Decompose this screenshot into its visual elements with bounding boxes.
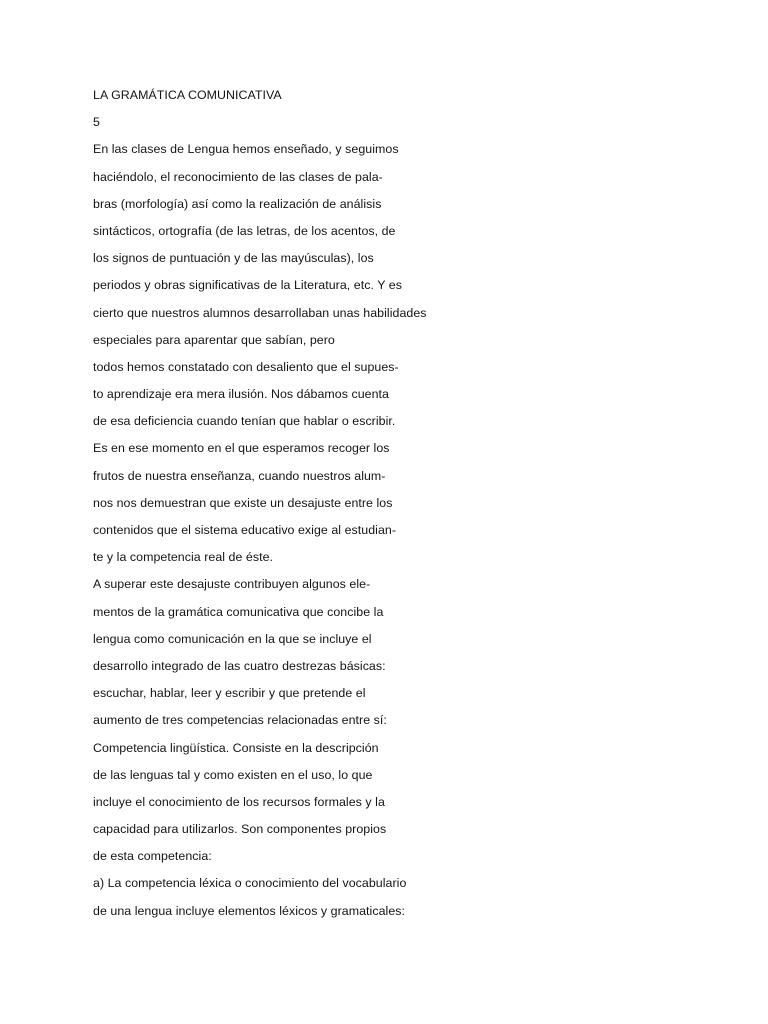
text-line: aumento de tres competencias relacionadas entre sí:: [93, 713, 387, 728]
document-title: LA GRAMÁTICA COMUNICATIVA: [93, 88, 282, 102]
text-line: de una lengua incluye elementos léxicos y gramaticales:: [93, 903, 406, 918]
text-line: contenidos que el sistema educativo exige al estudian-: [93, 523, 397, 537]
text-line: lengua como comunicación en la que se incluye el: [93, 631, 372, 646]
text-line: de esa deficiencia cuando tenían que hablar o escribir.: [93, 414, 396, 429]
text-line: cierto que nuestros alumnos desarrollaban unas habilidades: [93, 305, 427, 320]
text-line: escuchar, hablar, leer y escribir y que pretende el: [93, 686, 366, 701]
text-line: capacidad para utilizarlos. Son componentes propios: [93, 822, 387, 837]
text-line: En las clases de Lengua hemos enseñado, y seguimos: [93, 142, 399, 157]
text-line: frutos de nuestra enseñanza, cuando nuestros alum-: [93, 468, 386, 483]
text-line: to aprendizaje era mera ilusión. Nos dábamos cuenta: [93, 387, 389, 402]
text-line: desarrollo integrado de las cuatro destrezas básicas:: [93, 658, 386, 673]
text-line: a) La competencia léxica o conocimiento del vocabulario: [93, 876, 407, 891]
text-line: incluye el conocimiento de los recursos formales y la: [93, 794, 385, 809]
text-line: sintácticos, ortografía (de las letras, de los acentos, de: [93, 223, 396, 238]
page-number: 5: [93, 115, 100, 130]
text-line: Es en ese momento en el que esperamos recoger los: [93, 441, 390, 456]
text-line: los signos de puntuación y de las mayúsculas), los: [93, 251, 374, 266]
text-line: mentos de la gramática comunicativa que concibe la: [93, 604, 384, 619]
text-line: todos hemos constatado con desaliento que el supues-: [93, 359, 399, 374]
text-line: te y la competencia real de éste.: [93, 550, 274, 565]
text-line: bras (morfología) así como la realización de análisis: [93, 196, 382, 211]
text-line: de las lenguas tal y como existen en el uso, lo que: [93, 767, 373, 782]
text-line: A superar este desajuste contribuyen algunos ele-: [93, 577, 371, 592]
text-line: periodos y obras significativas de la Literatura, etc. Y es: [93, 278, 402, 293]
text-line: nos nos demuestran que existe un desajuste entre los: [93, 495, 393, 510]
text-line: de esta competencia:: [93, 849, 212, 864]
document-text: [93, 82, 713, 925]
text-line: haciéndolo, el reconocimiento de las clases de pala-: [93, 169, 383, 184]
text-line: especiales para aparentar que sabían, pero: [93, 332, 335, 347]
text-line: Competencia lingüística. Consiste en la descripción: [93, 740, 379, 755]
